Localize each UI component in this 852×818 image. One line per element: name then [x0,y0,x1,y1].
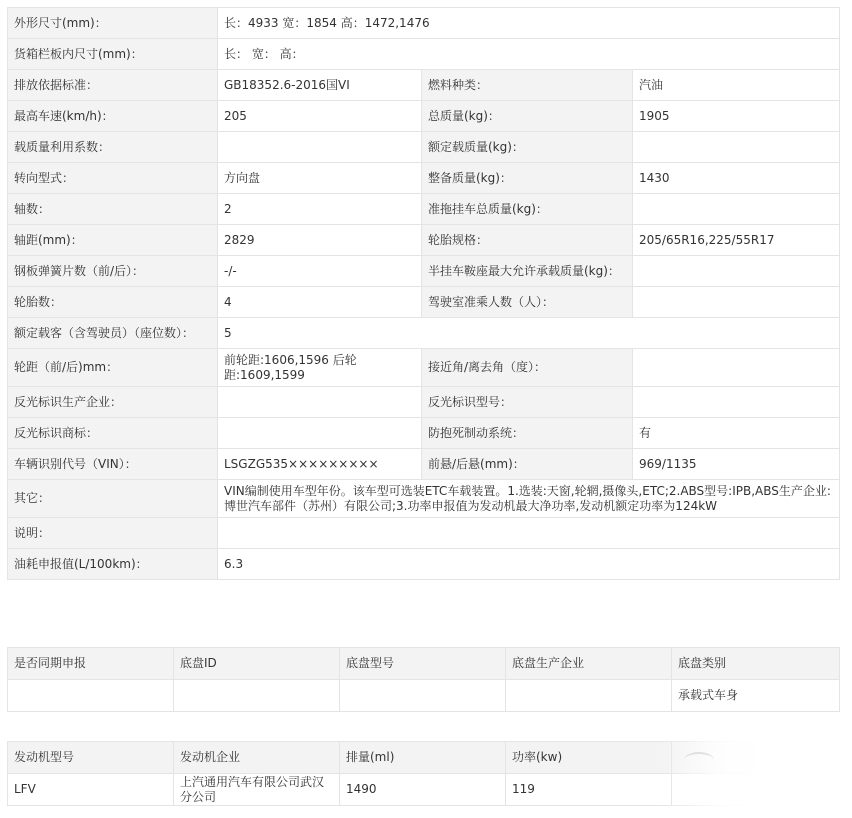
chassis-data-cell [174,680,340,712]
page-curl-mark [684,752,714,768]
engine-data-row [8,774,840,806]
spec-row [8,387,840,418]
spec-row [8,39,840,70]
spec-row [8,418,840,449]
spec-label: 整备质量(kg)： [422,163,633,194]
engine-data-cell: 119 [506,774,672,806]
spec-label: 准拖挂车总质量(kg)： [422,194,633,225]
spec-row [8,480,840,518]
spec-label: 说明： [8,518,218,549]
spec-value [218,418,422,449]
spec-row [8,225,840,256]
spec-value [633,132,840,163]
chassis-data-row [8,680,840,712]
vehicle-spec-table [7,7,840,580]
chassis-data-cell: 承载式车身 [672,680,840,712]
spec-label: 反光标识生产企业： [8,387,218,418]
spec-label: 额定载质量(kg)： [422,132,633,163]
engine-data-cell [672,774,840,806]
spec-row [8,349,840,387]
spec-value: 5 [218,318,840,349]
spec-label: 防抱死制动系统： [422,418,633,449]
spec-label: 外形尺寸(mm)： [8,8,218,39]
chassis-data-cell [8,680,174,712]
spec-row [8,163,840,194]
engine-data-cell: 1490 [340,774,506,806]
spec-value: 205 [218,101,422,132]
spec-value: 前轮距:1606,1596 后轮距:1609,1599 [218,349,422,387]
spec-value: GB18352.6-2016国VI [218,70,422,101]
spec-row [8,549,840,580]
spec-label: 轮胎数： [8,287,218,318]
spec-label: 半挂车鞍座最大允许承载质量(kg)： [422,256,633,287]
spec-table-body [8,8,840,580]
spec-value: 方向盘 [218,163,422,194]
chassis-header-cell: 是否同期申报 [8,648,174,680]
spec-row [8,132,840,163]
spec-label: 反光标识型号： [422,387,633,418]
spec-value [218,518,840,549]
spec-value [633,349,840,387]
spec-value: 205/65R16,225/55R17 [633,225,840,256]
spec-label: 反光标识商标： [8,418,218,449]
spec-label: 前悬/后悬(mm)： [422,449,633,480]
spec-value: LSGZG535××××××××× [218,449,422,480]
spec-label: 总质量(kg)： [422,101,633,132]
spec-label: 最高车速(km/h)： [8,101,218,132]
spec-label: 钢板弹簧片数（前/后）： [8,256,218,287]
engine-data-cell: 上汽通用汽车有限公司武汉分公司 [174,774,340,806]
chassis-data-cell [340,680,506,712]
spec-label: 货箱栏板内尺寸(mm)： [8,39,218,70]
spec-row [8,8,840,39]
spec-value [633,287,840,318]
engine-header-row [8,742,840,774]
spec-value: 长：4933 宽：1854 高：1472,1476 [218,8,840,39]
spec-row [8,318,840,349]
spec-value: 2 [218,194,422,225]
spec-value: 6.3 [218,549,840,580]
chassis-header-row [8,648,840,680]
spec-label: 其它： [8,480,218,518]
spec-row [8,518,840,549]
spec-label: 转向型式： [8,163,218,194]
chassis-header-cell: 底盘ID [174,648,340,680]
spec-label: 额定载客（含驾驶员）（座位数）： [8,318,218,349]
spec-row [8,101,840,132]
chassis-header-cell: 底盘型号 [340,648,506,680]
spec-row [8,70,840,101]
spec-value: 4 [218,287,422,318]
engine-header-cell: 功率(kw) [506,742,672,774]
spec-value [633,194,840,225]
spec-label: 驾驶室准乘人数（人）： [422,287,633,318]
spec-label: 燃料种类： [422,70,633,101]
spec-value [633,256,840,287]
engine-data-cell: LFV [8,774,174,806]
engine-header-cell: 发动机型号 [8,742,174,774]
spec-label: 轴距(mm)： [8,225,218,256]
spec-value: 1430 [633,163,840,194]
spec-label: 车辆识别代号（VIN）： [8,449,218,480]
spec-value: 汽油 [633,70,840,101]
spec-value: 2829 [218,225,422,256]
chassis-data-cell [506,680,672,712]
spec-row [8,287,840,318]
spec-label: 轴数： [8,194,218,225]
spec-row [8,449,840,480]
spec-label: 排放依据标准： [8,70,218,101]
spec-value: 长： 宽： 高： [218,39,840,70]
spec-label: 载质量利用系数： [8,132,218,163]
spec-label: 轮距（前/后)mm： [8,349,218,387]
chassis-table [7,647,840,712]
spec-value: VIN编制使用车型年份。该车型可选装ETC车载装置。1.选装:天窗,轮辋,摄像头,ETC;2.ABS型号:IPB,ABS生产企业:博世汽车部件（苏州）有限公司;3.功率申报值为发动机最大净功率,发动机额定功率为124kW [218,480,840,518]
engine-header-cell: 发动机企业 [174,742,340,774]
spec-value: -/- [218,256,422,287]
spec-value [218,132,422,163]
spec-label: 轮胎规格： [422,225,633,256]
engine-header-cell: 排量(ml) [340,742,506,774]
engine-table [7,741,840,806]
spec-row [8,256,840,287]
chassis-header-cell: 底盘类别 [672,648,840,680]
spec-label: 油耗申报值(L/100km)： [8,549,218,580]
spec-value: 969/1135 [633,449,840,480]
spec-value: 有 [633,418,840,449]
spec-row [8,194,840,225]
chassis-header-cell: 底盘生产企业 [506,648,672,680]
spec-value: 1905 [633,101,840,132]
spec-value [633,387,840,418]
spec-value [218,387,422,418]
spec-label: 接近角/离去角（度）： [422,349,633,387]
